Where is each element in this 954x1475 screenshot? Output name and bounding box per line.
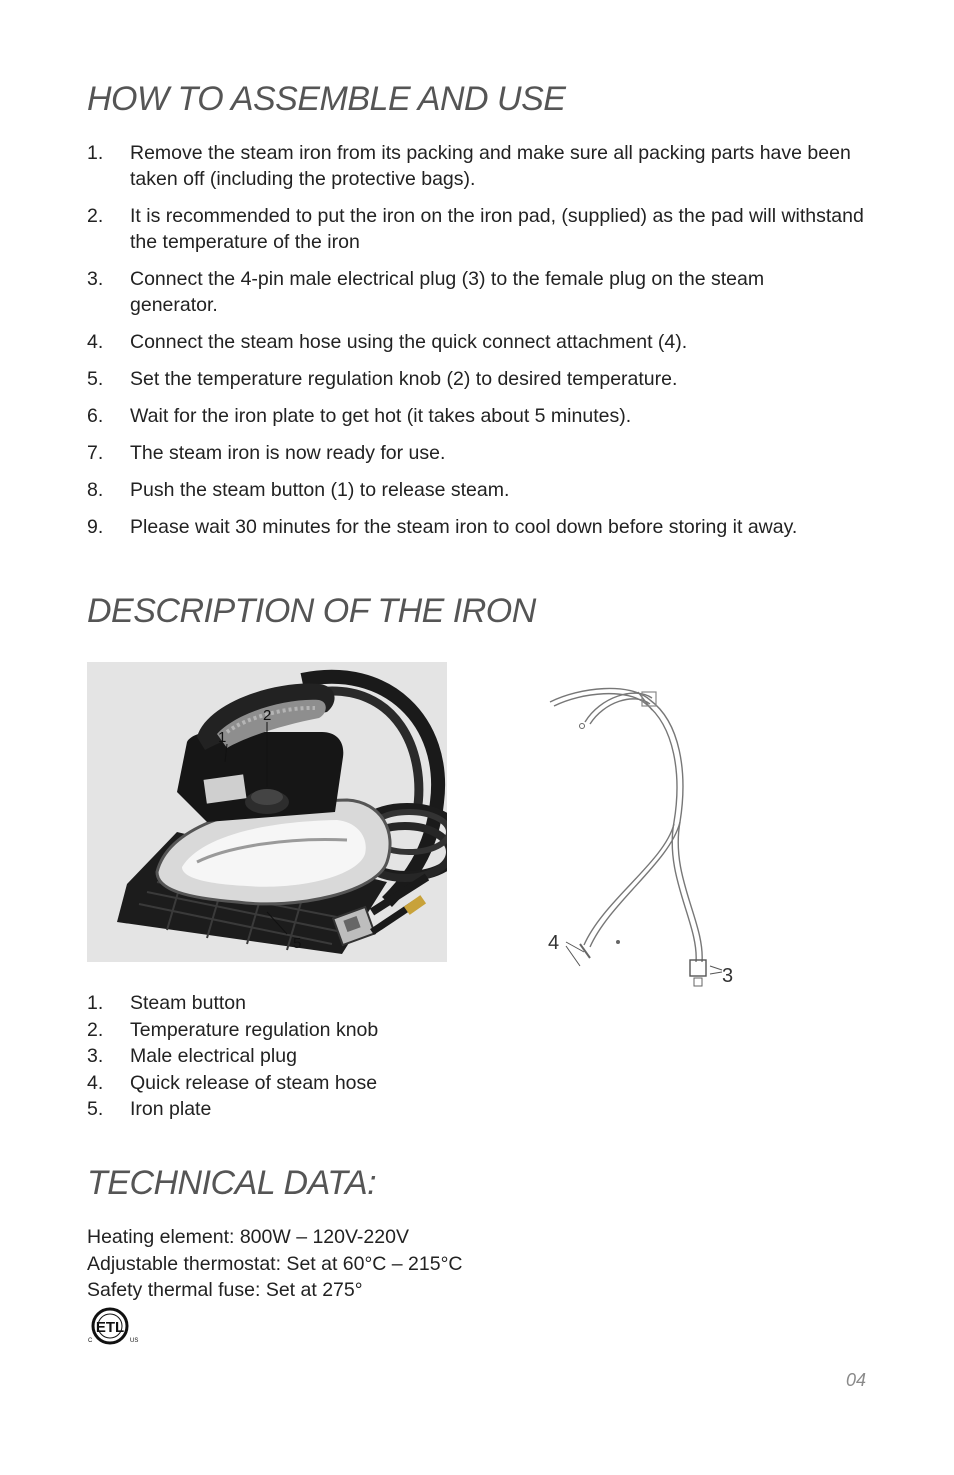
svg-text:C: C [88, 1338, 93, 1344]
list-item [87, 477, 887, 503]
list-item [87, 1070, 378, 1097]
list-item [87, 366, 887, 392]
page-number: 04 [845, 1370, 866, 1390]
technical-data-block [87, 1224, 462, 1304]
assembly-steps-list [87, 140, 887, 551]
list-item [87, 403, 887, 429]
spec-line: Adjustable thermostat: Set at 60°C – 215°C [87, 1252, 463, 1275]
list-item [87, 203, 887, 255]
heading-how-to-assemble: HOW TO ASSEMBLE AND USE [87, 80, 566, 118]
list-item [87, 514, 887, 540]
svg-text:US: US [130, 1338, 139, 1344]
part-name: Iron plate [130, 1098, 212, 1120]
part-number: 5. [87, 1098, 104, 1120]
iron-parts-list [87, 990, 378, 1123]
step-text: Connect the 4-pin male electrical plug (3) to the female plug on the steam generator. [130, 268, 765, 316]
list-item [87, 1096, 378, 1123]
callout-label: 3 [722, 965, 734, 987]
list-item [87, 990, 378, 1017]
step-text: Wait for the iron plate to get hot (it takes about 5 minutes). [130, 405, 632, 427]
part-number: 1. [87, 992, 104, 1014]
step-number: 2. [87, 205, 104, 227]
part-name: Quick release of steam hose [130, 1071, 378, 1094]
list-item [87, 329, 887, 355]
list-item [87, 1017, 378, 1044]
part-name: Male electrical plug [130, 1045, 297, 1067]
steam-iron-photo [87, 662, 447, 962]
spec-line: Safety thermal fuse: Set at 275° [87, 1279, 363, 1301]
part-number: 3. [87, 1045, 104, 1067]
part-name: Temperature regulation knob [130, 1018, 379, 1041]
list-item [87, 440, 887, 466]
callout-label: 2 [263, 707, 272, 724]
svg-text:ETL: ETL [95, 1319, 125, 1336]
step-text: Set the temperature regulation knob (2) to desired temperature. [130, 368, 678, 390]
part-number: 4. [87, 1071, 104, 1094]
callout-label: 4 [548, 932, 560, 954]
step-number: 1. [87, 142, 104, 164]
steam-hose-diagram [510, 662, 760, 997]
list-item [87, 1043, 378, 1070]
step-text: Please wait 30 minutes for the steam iron to cool down before storing it away. [130, 516, 798, 538]
step-number: 9. [87, 516, 104, 538]
step-number: 3. [87, 268, 104, 290]
step-number: 5. [87, 368, 104, 390]
step-number: 6. [87, 405, 104, 427]
heading-description-of-iron: DESCRIPTION OF THE IRON [87, 592, 536, 630]
callout-label: 5 [293, 935, 302, 952]
spec-line: Heating element: 800W – 120V-220V [87, 1226, 409, 1248]
step-number: 8. [87, 479, 104, 501]
step-text: Connect the steam hose using the quick connect attachment (4). [130, 331, 688, 353]
heading-technical-data: TECHNICAL DATA: [87, 1164, 377, 1202]
callout-label: 1 [218, 729, 227, 746]
step-text: It is recommended to put the iron on the iron pad, (supplied) as the pad will withstand the temperature of the iron [130, 205, 864, 253]
list-item [87, 140, 887, 192]
part-name: Steam button [130, 992, 246, 1014]
step-number: 7. [87, 442, 104, 464]
step-text: Push the steam button (1) to release steam. [130, 479, 510, 501]
part-number: 2. [87, 1018, 104, 1041]
step-text: Remove the steam iron from its packing and make sure all packing parts have been taken off (including the protective bags). [130, 142, 851, 190]
etl-certification-logo [86, 1306, 144, 1348]
step-number: 4. [87, 331, 104, 353]
list-item [87, 266, 887, 318]
step-text: The steam iron is now ready for use. [130, 442, 446, 464]
